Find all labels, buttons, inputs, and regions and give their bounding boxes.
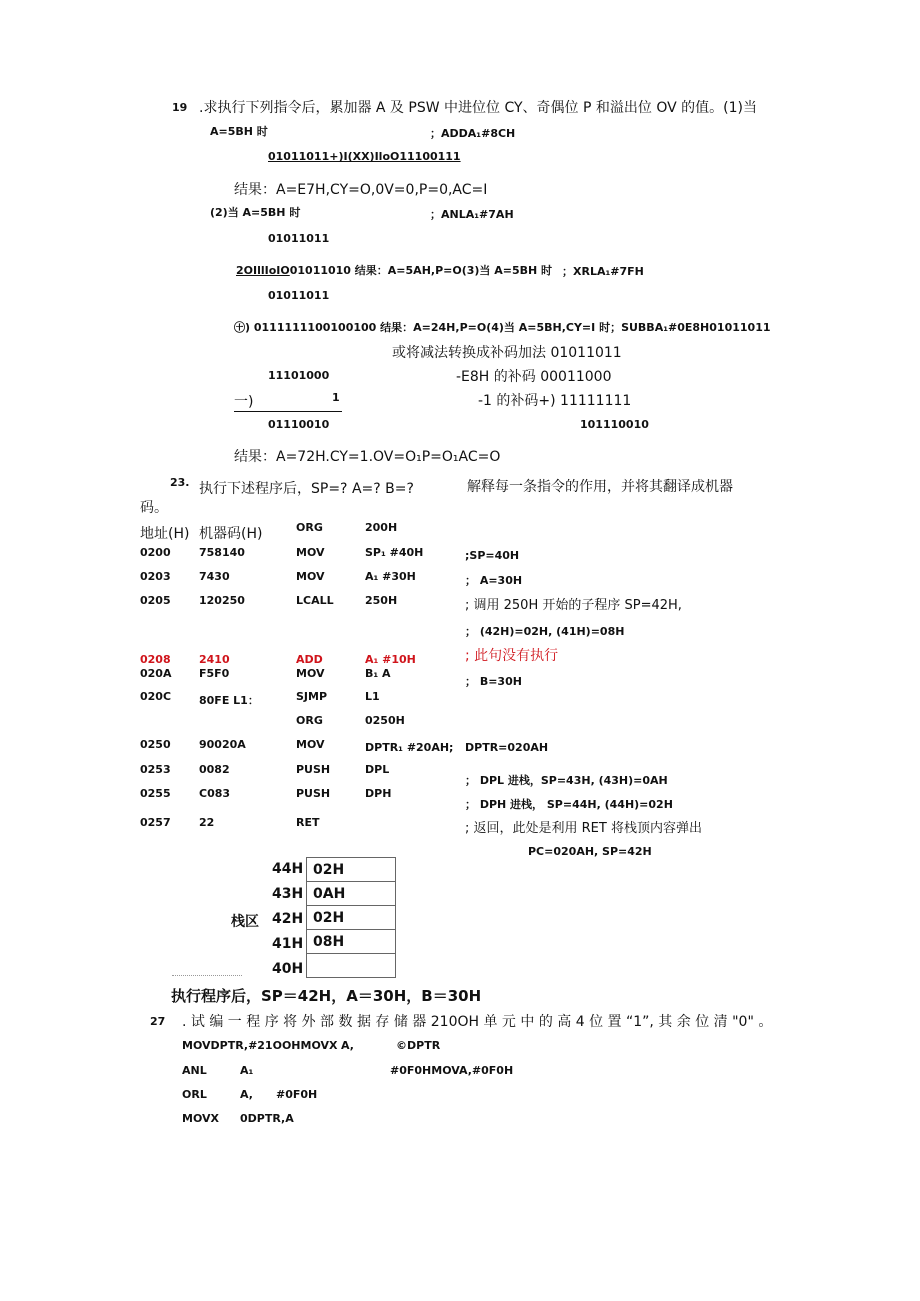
q19-line6a: 11101000 (268, 369, 330, 382)
q19-number: 19 (172, 101, 188, 114)
row-addr: 0257 (140, 816, 171, 829)
q23-header-org: ORG (296, 521, 323, 534)
row-op: ORG (296, 714, 323, 727)
q27-code-line2-a: ANL (182, 1064, 207, 1077)
row-arg: 0250H (365, 714, 405, 727)
stack-cell: 02H (307, 906, 396, 930)
row-op: PUSH (296, 763, 331, 776)
stack-cell: 0AH (307, 882, 396, 906)
row-op: MOV (296, 738, 325, 751)
q27-code-line3-b: A, (240, 1088, 253, 1101)
row-arg: A₁ #30H (365, 570, 416, 583)
stack-addr-42h: 42H (272, 911, 304, 927)
stack-addr-43h: 43H (272, 886, 304, 902)
q23-title: 执行下述程序后，SP=? A=? B=? (199, 481, 414, 497)
stack-addr-40h: 40H (272, 961, 304, 977)
row-arg: DPL (365, 763, 390, 776)
row-code: 120250 (199, 594, 245, 607)
row-addr: 0200 (140, 546, 171, 559)
q23-comment-extra: ； (42H)=02H, (41H)=08H (465, 625, 625, 638)
row-arg: SP₁ #40H (365, 546, 424, 559)
q27-title: . 试 编 一 程 序 将 外 部 数 据 存 储 器 210OH 单 元 中 的 高 4 位 置 “1”, 其 余 位 清 "0" 。 (182, 1014, 773, 1030)
q19-line3 (236, 262, 552, 278)
row-code: C083 (199, 787, 231, 800)
row-arg: DPTR₁ #20AH; (365, 741, 454, 754)
row-op: SJMP (296, 690, 328, 703)
row-arg: A₁ #10H (365, 653, 416, 666)
stack-addr-41h: 41H (272, 936, 304, 952)
q23-summary: 执行程序后，SP＝42H，A＝30H，B＝30H (171, 987, 482, 1005)
row-addr: 0253 (140, 763, 171, 776)
q19-line3-part-a: 2OIllIoIO (236, 264, 290, 277)
q19-bin3: 01011011 (268, 289, 330, 302)
q27-number: 27 (150, 1015, 166, 1028)
q23-pc-line: PC=020AH, SP=42H (528, 845, 652, 858)
row-op: RET (296, 816, 320, 829)
q23-title2: 解释每一条指令的作用，并将其翻译成机器 (467, 479, 733, 495)
q19-result4: 结果：A=72H.CY=1.OV=O₁P=O₁AC=O (234, 449, 501, 465)
row-addr: 0250 (140, 738, 171, 751)
q19-line4: ㊉) 0111111100100100 结果：A=24H,P=O(4)当 A=5BH,CY=I 时；SUBBA₁#0E8H01011011 (234, 321, 771, 334)
row-op: MOV (296, 546, 325, 559)
row-comment: ； A=30H (465, 574, 523, 587)
q23-number: 23. (170, 476, 190, 489)
row-code: 0082 (199, 763, 230, 776)
q19-line3-part-b: 01011010 结果：A=5AH,P=O(3)当 A=5BH 时 (289, 264, 553, 277)
q19-line8a: 01110010 (268, 418, 330, 431)
q27-code-line3-c: #0F0H (276, 1088, 318, 1101)
row-comment: DPTR=020AH (465, 741, 549, 754)
q27-code-line3-a: ORL (182, 1088, 207, 1101)
row-comment: ； DPL 进栈，SP=43H, (43H)=0AH (465, 774, 668, 787)
row-code: 2410 (199, 653, 230, 666)
row-comment: ;SP=40H (465, 549, 520, 562)
row-code: 7430 (199, 570, 230, 583)
row-comment: ; 返回，此处是利用 RET 将栈顶内容弹出 (465, 821, 702, 836)
row-op: ADD (296, 653, 323, 666)
stack-cell: 08H (307, 930, 396, 954)
row-addr: 020C (140, 690, 172, 703)
row-addr: 020A (140, 667, 172, 680)
q19-instr2: ；ANLA₁#7AH (430, 208, 514, 221)
row-code: F5F0 (199, 667, 230, 680)
row-comment: ； B=30H (465, 675, 522, 688)
row-code: 80FE L1： (199, 694, 259, 707)
row-op: MOV (296, 570, 325, 583)
stack-label: 栈区 (231, 914, 259, 930)
row-code: 90020A (199, 738, 246, 751)
q19-line5: 或将减法转换成补码加法 01011011 (392, 345, 622, 361)
row-arg: L1 (365, 690, 380, 703)
row-code: 758140 (199, 546, 245, 559)
q19-title: .求执行下列指令后，累加器 A 及 PSW 中进位位 CY、奇偶位 P 和溢出位 OV 的值。(1)当 (199, 100, 757, 116)
row-arg: 250H (365, 594, 398, 607)
q19-cond2: (2)当 A=5BH 时 (210, 206, 301, 219)
q27-code-line1-a: MOVDPTR,#21OOHMOVX (182, 1039, 338, 1052)
row-addr: 0208 (140, 653, 171, 666)
row-op: LCALL (296, 594, 334, 607)
q19-instr1: ；ADDA₁#8CH (430, 127, 516, 140)
row-code: 22 (199, 816, 215, 829)
row-comment: ; 调用 250H 开始的子程序 SP=42H, (465, 598, 682, 613)
q19-line7c: -1 的补码+) 11111111 (478, 393, 632, 409)
stack-divider (172, 975, 242, 976)
q19-result1: 结果：A=E7H,CY=O,0V=0,P=0,AC=I (234, 182, 488, 198)
row-comment: ; 此句没有执行 (465, 648, 559, 664)
q23-title3: 码。 (140, 500, 168, 516)
q19-line7-one: 1 (332, 391, 340, 404)
row-addr: 0205 (140, 594, 171, 607)
q27-code-line1-b: A, (341, 1039, 354, 1052)
q23-header-org-val: 200H (365, 521, 398, 534)
stack-table (306, 857, 396, 978)
q19-cond1: A=5BH 时 (210, 125, 268, 138)
row-arg: DPH (365, 787, 392, 800)
q27-code-line1-c: ©DPTR (396, 1039, 441, 1052)
q27-code-line2-c: #0F0HMOVA,#0F0H (390, 1064, 514, 1077)
q19-line7a (234, 391, 342, 412)
stack-cell (307, 954, 396, 978)
q19-bin2: 01011011 (268, 232, 330, 245)
row-arg: B₁ A (365, 667, 391, 680)
row-op: PUSH (296, 787, 331, 800)
q23-header-code: 机器码(H) (199, 526, 263, 542)
row-addr: 0203 (140, 570, 171, 583)
row-op: MOV (296, 667, 325, 680)
stack-cell: 02H (307, 858, 396, 882)
q19-line8b: 101110010 (580, 418, 649, 431)
q27-code-line4-b: 0DPTR,A (240, 1112, 294, 1125)
q27-code-line2-b: A₁ (240, 1064, 254, 1077)
q23-header-addr: 地址(H) (140, 526, 190, 542)
row-addr: 0255 (140, 787, 171, 800)
q27-code-line4-a: MOVX (182, 1112, 219, 1125)
q19-line6b: -E8H 的补码 00011000 (456, 369, 612, 385)
q19-line7-minus: 一) (234, 394, 254, 410)
q19-instr3: ；XRLA₁#7FH (562, 265, 644, 278)
row-comment: ； DPH 进栈， SP=44H, (44H)=02H (465, 798, 673, 811)
stack-addr-44h: 44H (272, 861, 304, 877)
q19-calc1: 01011011+)I(XX)IloO11100111 (268, 150, 461, 163)
